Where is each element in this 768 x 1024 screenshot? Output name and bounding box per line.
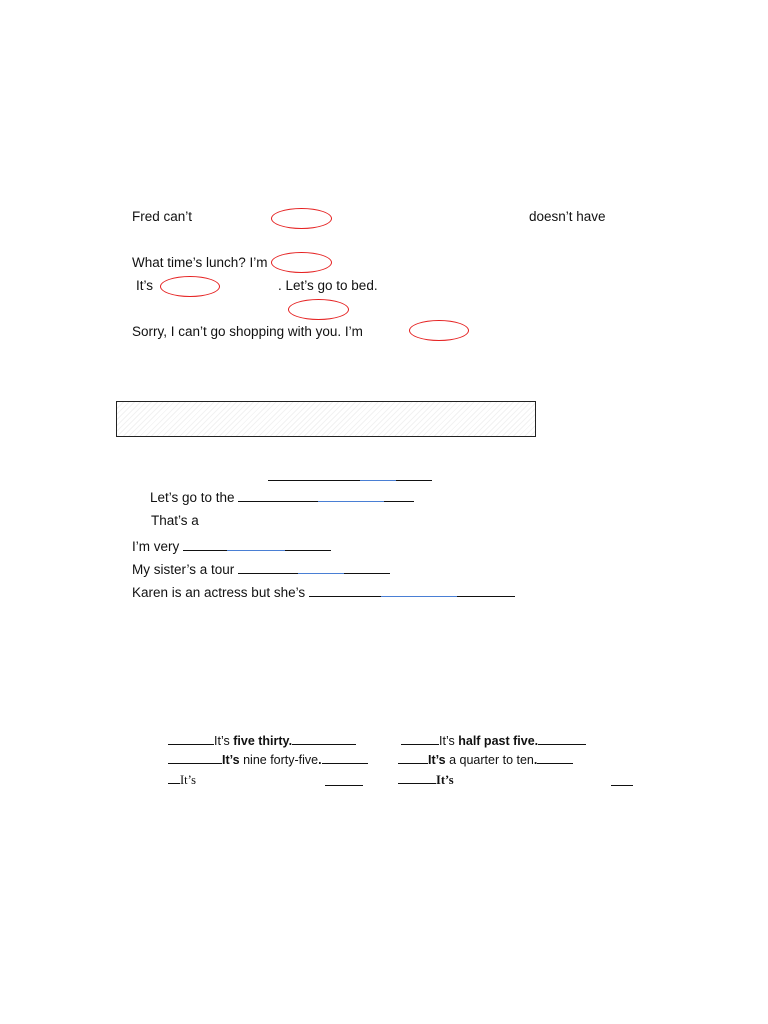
s1-line2: What time’s lunch? I’m xyxy=(132,255,268,270)
s1-line3-start: It’s xyxy=(136,278,154,293)
s2-line3: I’m very xyxy=(132,539,180,554)
word-box xyxy=(116,401,536,437)
s2-line4: My sister’s a tour xyxy=(132,562,235,577)
s2-line2: That’s a xyxy=(151,513,199,528)
s3-row2-b: It’s a quarter to ten. xyxy=(398,752,573,767)
s2-line4-row xyxy=(132,561,390,577)
s1-line1-start: Fred can’t xyxy=(132,209,193,224)
oval-mark xyxy=(160,276,220,297)
s3-row1-b: It’s half past five. xyxy=(401,733,586,748)
oval-mark xyxy=(288,299,349,320)
oval-mark xyxy=(271,208,332,229)
s3-row2-a: It’s nine forty-five. xyxy=(168,752,368,767)
s2-line1: Let’s go to the xyxy=(150,490,235,505)
s2-line5: Karen is an actress but she’s xyxy=(132,585,306,600)
s3-row1-a: It’s five thirty. xyxy=(168,733,356,748)
s3-row3-blank1 xyxy=(325,774,363,789)
oval-mark xyxy=(271,252,332,273)
s1-line4: Sorry, I can’t go shopping with you. I’m xyxy=(132,324,363,339)
oval-mark xyxy=(409,320,469,341)
s1-line1-end: doesn’t have xyxy=(529,209,606,224)
s2-line5-row xyxy=(132,584,515,600)
s3-row3-blank2 xyxy=(611,774,633,789)
s3-row3-b: It’s xyxy=(398,772,454,788)
s3-row3-a: It’s xyxy=(168,772,196,788)
s2-blank-top xyxy=(268,468,432,484)
s2-line1-row xyxy=(150,489,414,505)
s2-line3-row xyxy=(132,538,331,554)
s1-line3-end: . Let’s go to bed. xyxy=(278,278,378,293)
